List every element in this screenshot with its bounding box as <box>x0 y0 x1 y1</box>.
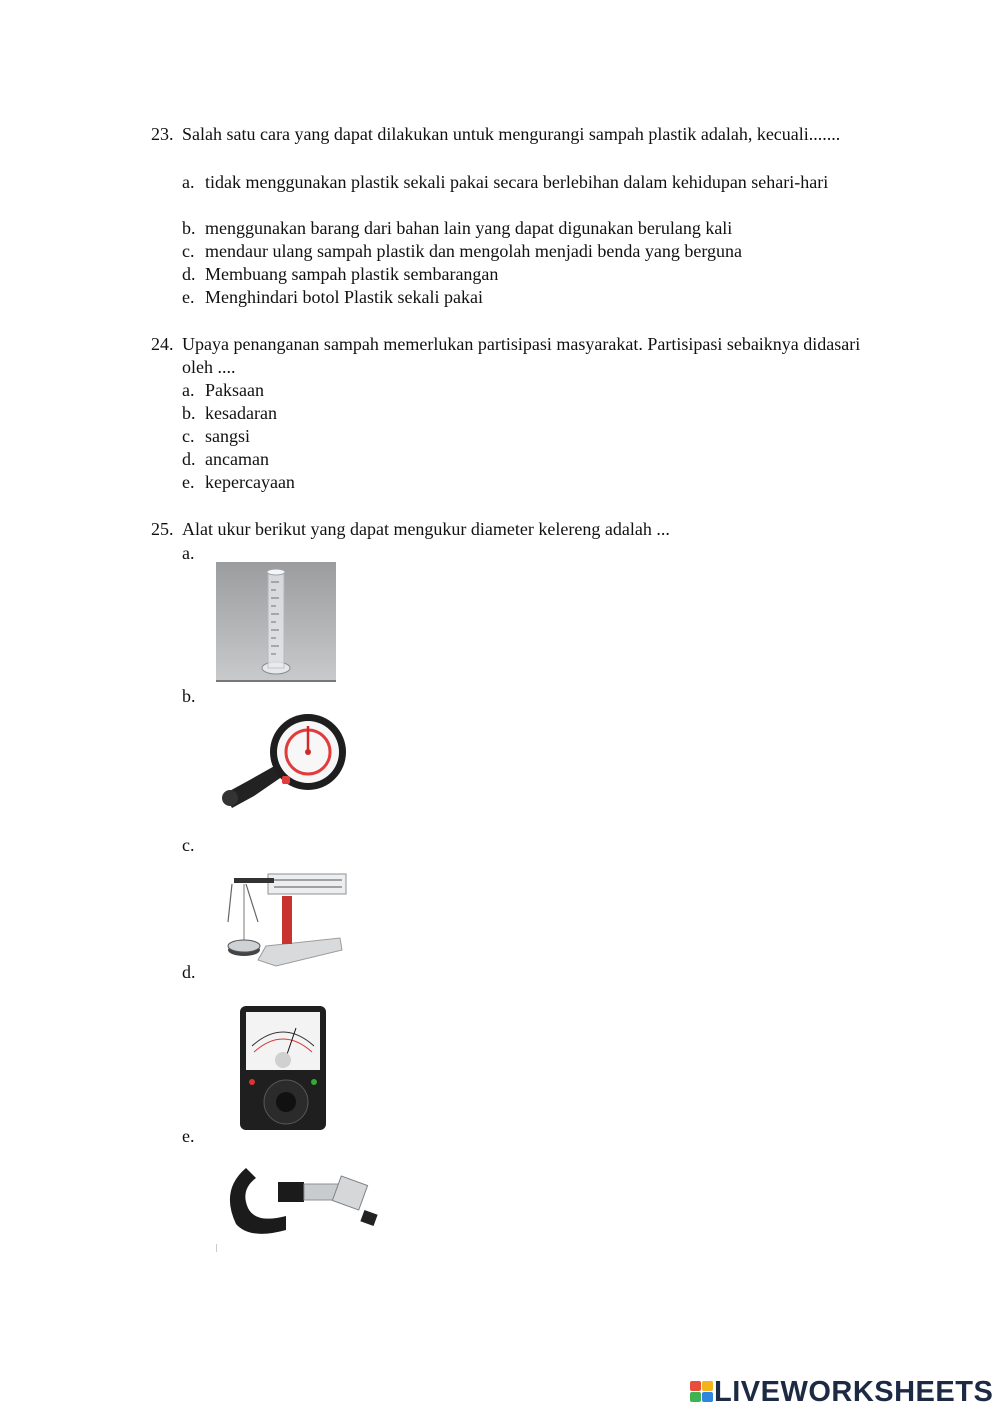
q23-text: Salah satu cara yang dapat dilakukan untuk mengurangi sampah plastik adalah, kecuali....... <box>182 124 841 144</box>
micrometer-image[interactable] <box>216 1160 380 1252</box>
q24-option-d[interactable] <box>182 448 269 471</box>
q23-option-b[interactable] <box>182 217 732 240</box>
q24-option-a[interactable] <box>182 379 264 402</box>
option-letter: a. <box>182 380 195 400</box>
liveworksheets-logo <box>690 1376 993 1408</box>
analog-multimeter-image[interactable] <box>240 1006 326 1130</box>
q23-number: 23. <box>151 124 174 144</box>
q25-option-c[interactable] <box>182 834 205 857</box>
q25-number: 25. <box>151 519 174 539</box>
q23-option-c[interactable] <box>182 240 742 263</box>
q25-option-a[interactable] <box>182 542 205 565</box>
option-text: ancaman <box>205 449 269 469</box>
logo-text: LIVEWORKSHEETS <box>714 1375 994 1408</box>
option-letter: d. <box>182 962 196 982</box>
option-text: mendaur ulang sampah plastik dan mengolah menjadi benda yang berguna <box>205 241 743 261</box>
option-text: Membuang sampah plastik sembarangan <box>205 264 499 284</box>
q25-option-b[interactable] <box>182 685 205 708</box>
q23-option-a[interactable] <box>182 171 872 194</box>
q24-option-e[interactable] <box>182 471 295 494</box>
option-text: kesadaran <box>205 403 277 423</box>
option-letter: d. <box>182 264 196 284</box>
option-text: tidak menggunakan plastik sekali pakai secara berlebihan dalam kehidupan sehari-hari <box>205 172 829 192</box>
option-text: Menghindari botol Plastik sekali pakai <box>205 287 483 307</box>
q25-text: Alat ukur berikut yang dapat mengukur diameter kelereng adalah ... <box>182 519 670 539</box>
triple-beam-balance-image[interactable] <box>218 860 348 970</box>
q24-text: Upaya penanganan sampah memerlukan partisipasi masyarakat. Partisipasi sebaiknya didasari oleh .... <box>182 334 861 377</box>
option-letter: e. <box>182 287 195 307</box>
q23-option-e[interactable] <box>182 286 483 309</box>
graduated-cylinder-image[interactable] <box>216 562 336 682</box>
option-letter: b. <box>182 686 196 706</box>
option-text: menggunakan barang dari bahan lain yang dapat digunakan berulang kali <box>205 218 733 238</box>
q24-option-b[interactable] <box>182 402 277 425</box>
option-letter: b. <box>182 218 196 238</box>
logo-blocks-icon <box>690 1381 714 1403</box>
pressure-gauge-image[interactable] <box>216 712 366 812</box>
option-letter: a. <box>182 172 195 192</box>
option-text: sangsi <box>205 426 250 446</box>
option-letter: a. <box>182 543 195 563</box>
option-letter: c. <box>182 241 195 261</box>
q23-option-d[interactable] <box>182 263 498 286</box>
option-text: kepercayaan <box>205 472 295 492</box>
option-letter: e. <box>182 472 195 492</box>
option-letter: c. <box>182 835 195 855</box>
q24-option-c[interactable] <box>182 425 250 448</box>
q24-number: 24. <box>151 334 174 354</box>
q25-option-e[interactable] <box>182 1125 205 1148</box>
option-letter: d. <box>182 449 196 469</box>
option-letter: c. <box>182 426 195 446</box>
q25-option-d[interactable] <box>182 961 205 984</box>
option-letter: b. <box>182 403 196 423</box>
option-text: Paksaan <box>205 380 264 400</box>
option-letter: e. <box>182 1126 195 1146</box>
